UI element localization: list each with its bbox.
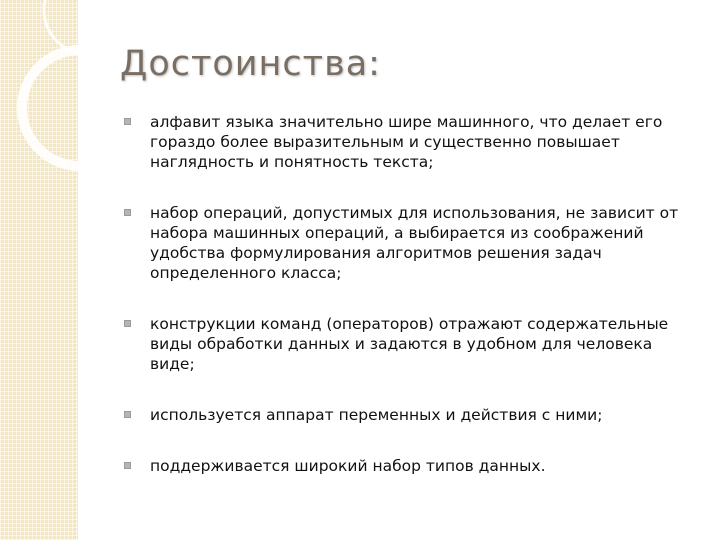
square-bullet-icon	[124, 209, 131, 216]
square-bullet-icon	[124, 411, 131, 418]
list-item	[120, 405, 695, 425]
bullet-list	[120, 112, 695, 476]
bullet-text: поддерживается широкий набор типов данных.	[150, 457, 546, 475]
bullet-text: используется аппарат переменных и действия с ними;	[150, 406, 603, 424]
decorative-circles-icon	[0, 0, 78, 540]
bullet-text: набор операций, допустимых для использования, не зависит от набора машинных операций, а выбирается из соображений удобства формулирования алгоритмов решения задач определенного класса;	[150, 204, 679, 282]
decorative-side-panel	[0, 0, 78, 540]
list-item	[120, 203, 695, 283]
square-bullet-icon	[124, 320, 131, 327]
square-bullet-icon	[124, 462, 131, 469]
list-item	[120, 314, 695, 374]
list-item	[120, 112, 695, 172]
bullet-text: алфавит языка значительно шире машинного, что делает его гораздо более выразительным и существенно повышает наглядность и понятность текста;	[150, 113, 663, 171]
square-bullet-icon	[124, 118, 131, 125]
slide-title: Достоинства:	[120, 44, 381, 84]
list-item	[120, 456, 695, 476]
bullet-text: конструкции команд (операторов) отражают содержательные виды обработки данных и задаются в удобном для человека виде;	[150, 315, 669, 373]
